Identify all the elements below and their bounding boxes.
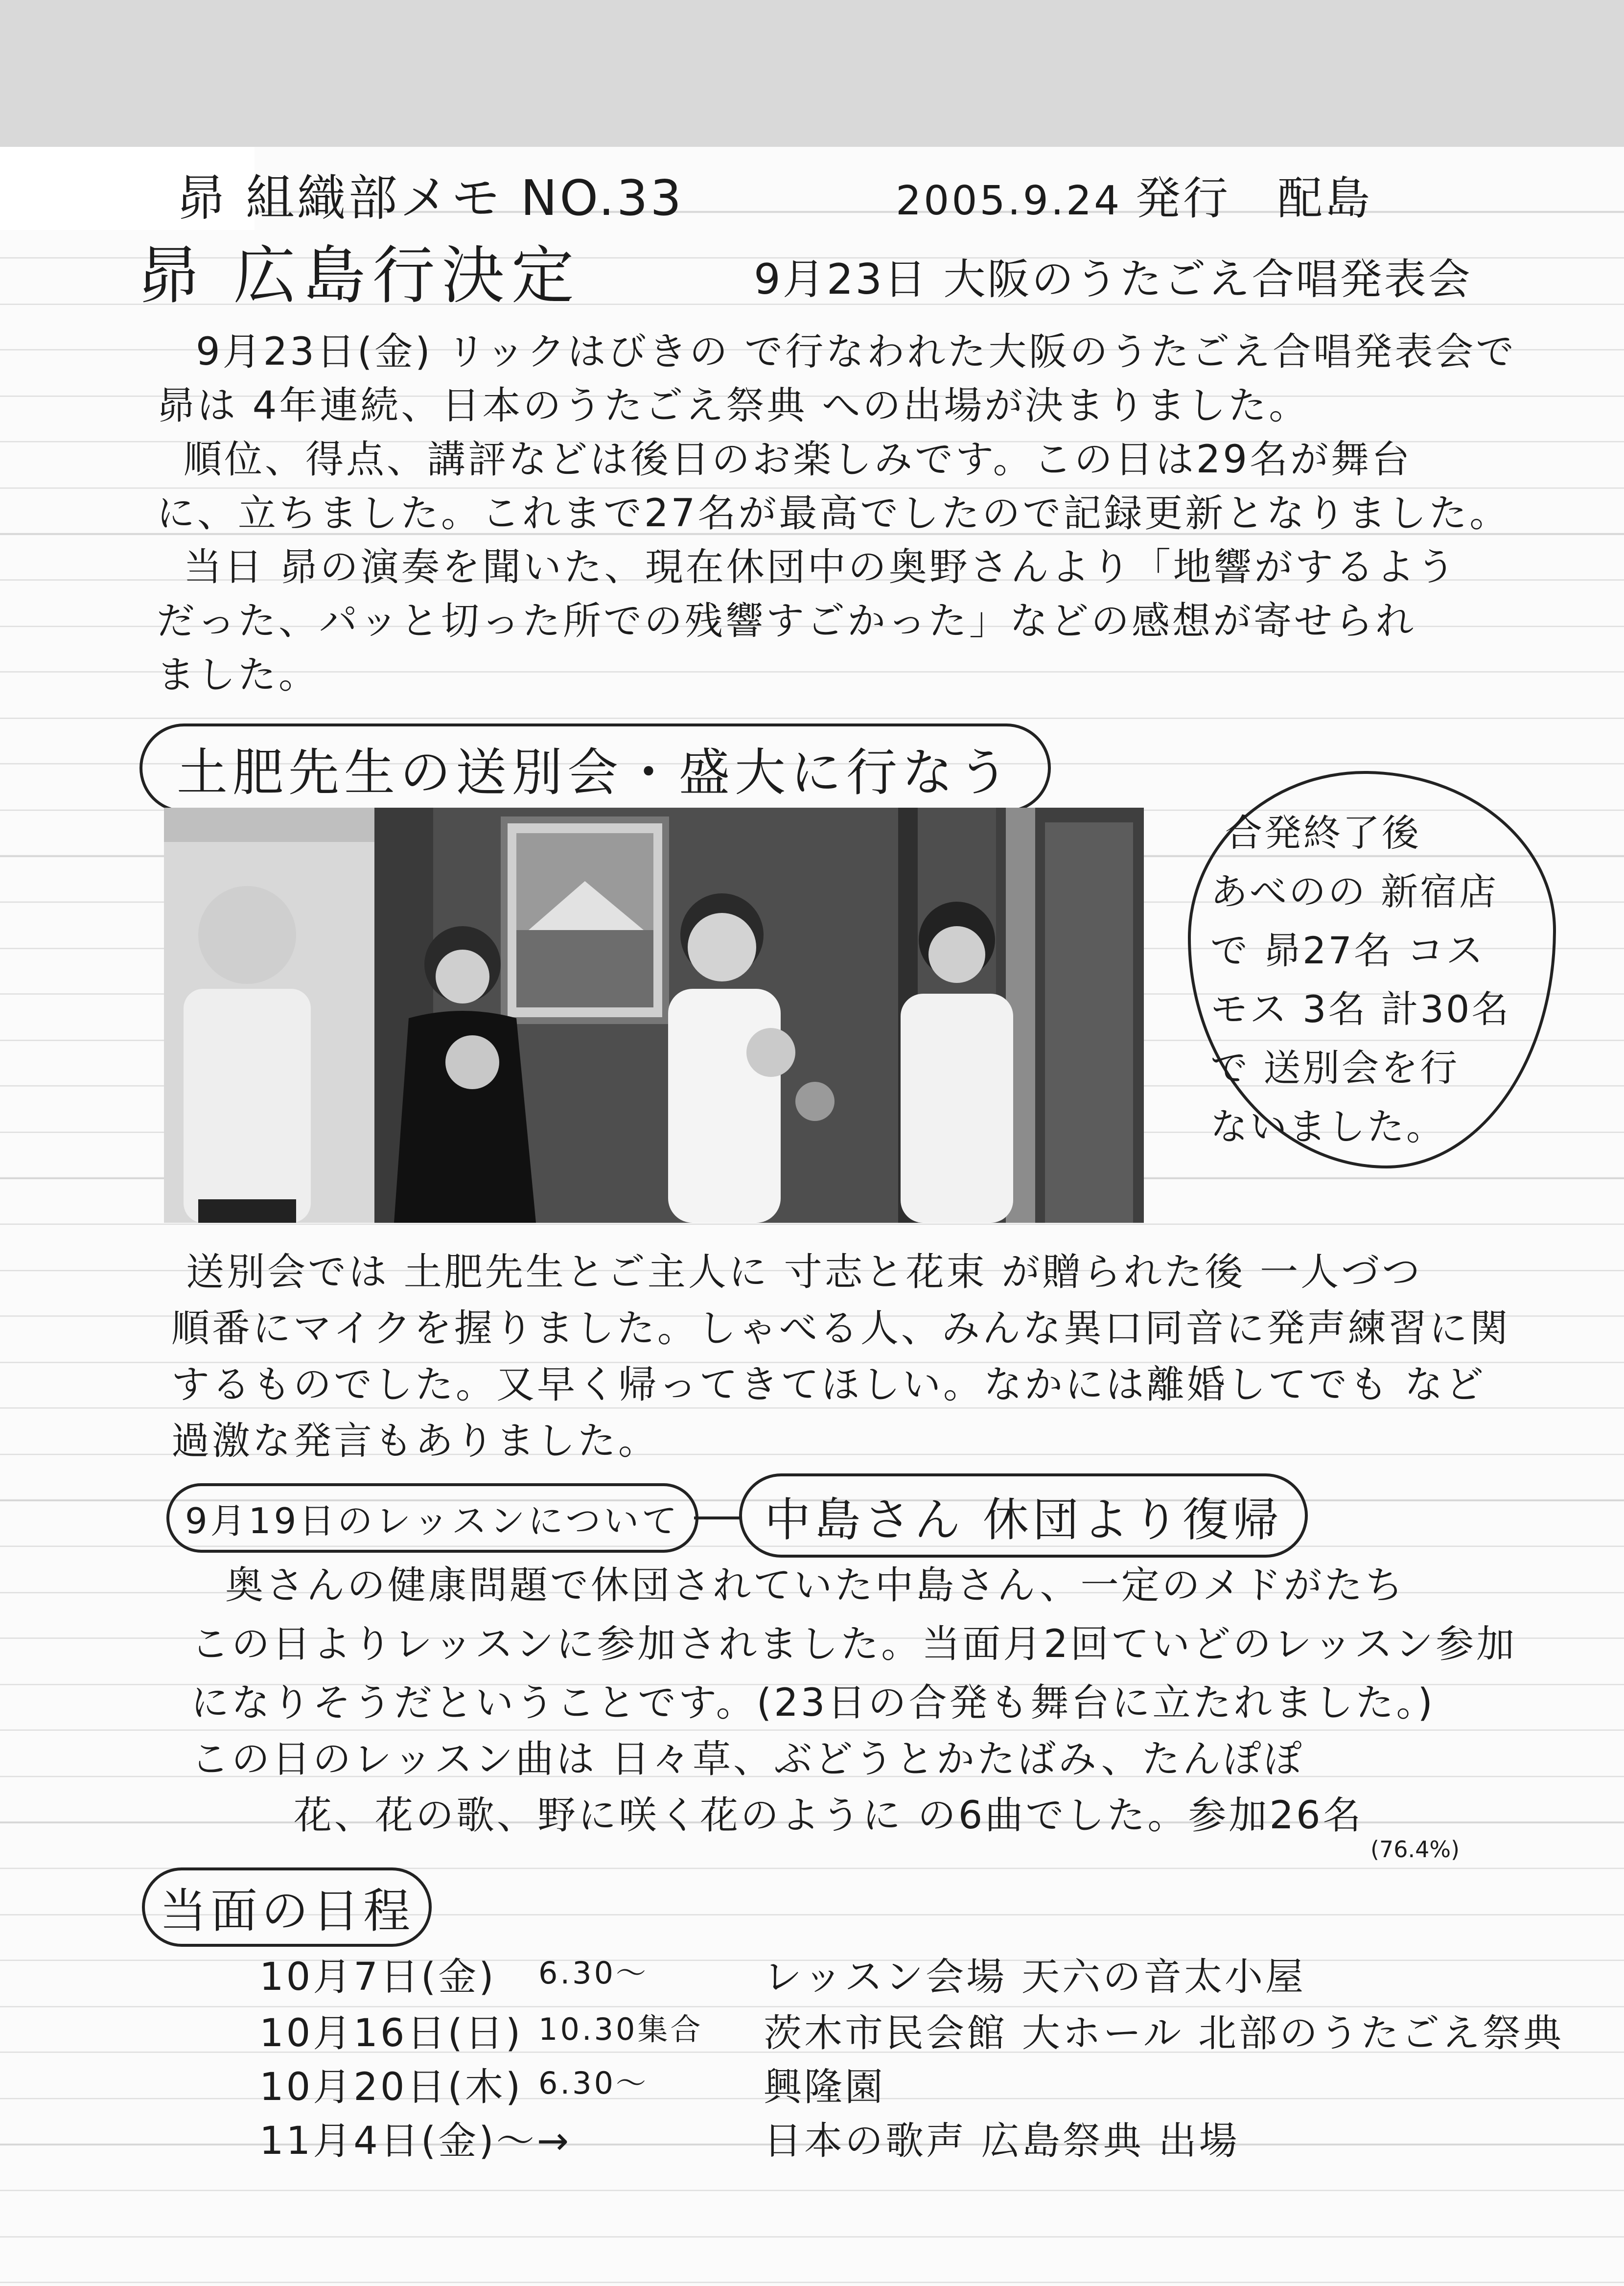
bubble-line: で 昴27名 コス — [1210, 929, 1485, 972]
schedule-event: 興隆園 — [764, 2065, 886, 2109]
schedule-date: 11月4日(金)〜→ — [259, 2119, 572, 2163]
intro-line: ました。 — [157, 653, 320, 697]
farewell-heading-text: 土肥先生の送別会・盛大に行なう — [176, 743, 1014, 802]
heading-connector — [694, 1516, 741, 1519]
lesson-heading-text: 9月19日のレッスンについて — [185, 1500, 680, 1541]
intro-line: だった、パッと切った所での残響すごかった」などの感想が寄せられ — [157, 599, 1416, 643]
schedule-heading — [142, 1867, 432, 1947]
lesson-line: になりそうだということです。(23日の合発も舞台に立たれました。) — [191, 1681, 1435, 1725]
lesson-line: この日のレッスン曲は 日々草、ぶどうとかたばみ、たんぽぽ — [191, 1737, 1304, 1781]
return-heading — [739, 1473, 1308, 1558]
schedule-event: 茨木市民会館 大ホール 北部のうたごえ祭典 — [764, 2011, 1564, 2055]
intro-line: 昴は 4年連続、日本のうたごえ祭典 への出場が決まりました。 — [157, 384, 1310, 428]
intro-line: 9月23日(金) リックはびきの で行なわれた大阪のうたごえ合唱発表会で — [196, 330, 1517, 374]
schedule-time: 10.30集合 — [538, 2011, 703, 2047]
issued-label: 発行 — [1136, 172, 1231, 225]
farewell-line: するものでした。又早く帰ってきてほしい。なかには離婚してでも など — [171, 1363, 1486, 1407]
bubble-line: モス 3名 計30名 — [1210, 987, 1511, 1031]
lesson-line: 花、花の歌、野に咲く花のように の6曲でした。参加26名 — [294, 1794, 1364, 1838]
lesson-line: この日よりレッスンに参加されました。当面月2回ていどのレッスン参加 — [191, 1622, 1517, 1666]
intro-line: 順位、得点、講評などは後日のお楽しみです。この日は29名が舞台 — [184, 438, 1413, 482]
bubble-line: あべのの 新宿店 — [1210, 870, 1499, 913]
headline-subtitle: 9月23日 大阪のうたごえ合唱発表会 — [754, 255, 1472, 304]
bubble-line: 合発終了後 — [1225, 811, 1421, 855]
farewell-line: 順番にマイクを握りました。しゃべる人、みんな異口同音に発声練習に関 — [171, 1306, 1510, 1351]
farewell-heading — [139, 723, 1051, 813]
schedule-event: レッスン会場 天六の音太小屋 — [764, 1955, 1306, 1999]
farewell-line: 送別会では 土肥先生とご主人に 寸志と花束 が贈られた後 一人づつ — [186, 1250, 1423, 1294]
return-heading-text: 中島さん 休団より復帰 — [765, 1493, 1282, 1547]
schedule-time: 6.30〜 — [538, 2065, 649, 2101]
schedule-heading-text: 当面の日程 — [160, 1883, 414, 1938]
bubble-line: で 送別会を行 — [1210, 1046, 1460, 1090]
photo-scene — [164, 808, 1144, 1223]
schedule-event: 日本の歌声 広島祭典 出場 — [764, 2119, 1240, 2163]
schedule-date: 10月20日(木) — [259, 2065, 523, 2109]
headline-title: 昴 広島行決定 — [137, 239, 581, 312]
lesson-line: 奥さんの健康問題で休団されていた中島さん、一定のメドがたち — [225, 1563, 1406, 1608]
schedule-date: 10月7日(金) — [259, 1955, 496, 1999]
issue-date: 2005.9.24 — [896, 178, 1122, 224]
lesson-heading — [166, 1483, 698, 1553]
farewell-line: 過激な発言もありました。 — [171, 1419, 659, 1463]
author-name: 配島 — [1277, 172, 1373, 225]
intro-line: に、立ちました。これまで27名が最高でしたので記録更新となりました。 — [157, 491, 1510, 536]
intro-line: 当日 昴の演奏を聞いた、現在休団中の奥野さんより「地響がするよう — [184, 545, 1458, 589]
farewell-photo — [164, 808, 1144, 1223]
attendance-percent: (76.4%) — [1370, 1836, 1460, 1863]
bubble-line: ないました。 — [1210, 1105, 1445, 1148]
memo-title: 昴 組織部メモ NO.33 — [176, 169, 684, 227]
schedule-time: 6.30〜 — [538, 1955, 649, 1991]
schedule-date: 10月16日(日) — [259, 2011, 523, 2055]
